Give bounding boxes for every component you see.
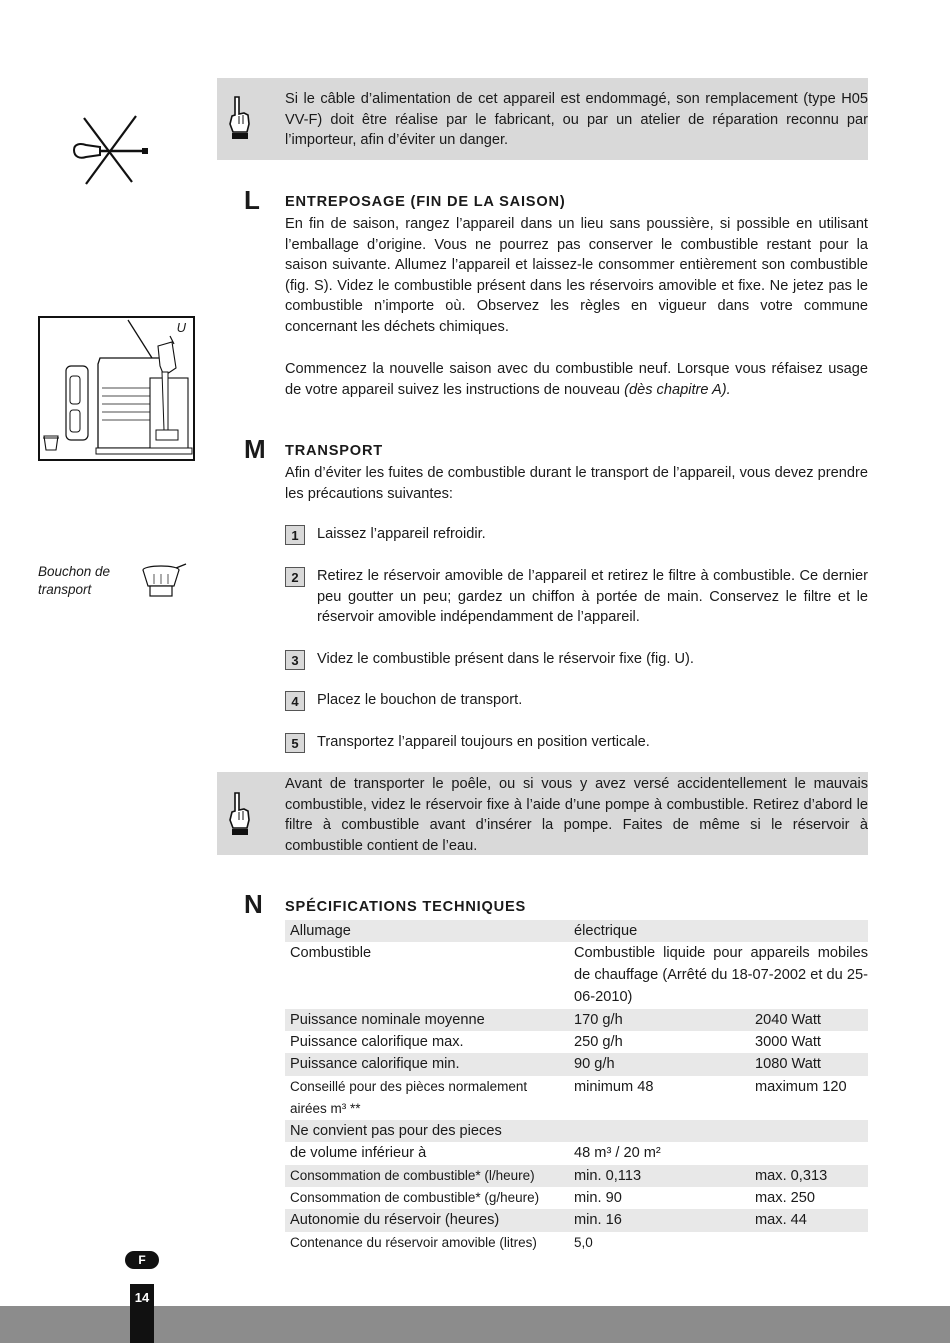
figure-u — [38, 316, 195, 461]
language-badge: F — [125, 1251, 159, 1269]
no-screwdriver-icon — [70, 112, 154, 186]
heater-drawing — [40, 318, 193, 459]
spec-row: Combustible Combustible liquide pour appareils mobiles de chauffage (Arrêté du 18-07-2002 et du 25-06-2010) — [290, 945, 868, 1005]
transport-cap-icon — [140, 562, 190, 600]
storage-paragraph-2: Commencez la nouvelle saison avec du combustible neuf. Lorsque vous réfaisez usage de votre appareil suivez les instructions de nouveau (dès chapitre A). — [285, 361, 868, 398]
pointing-hand-icon — [225, 94, 253, 142]
step-number-1: 1 — [285, 525, 305, 545]
step-text-4: Placez le bouchon de transport. — [317, 692, 523, 708]
transport-cap-caption: Bouchon de transport — [38, 564, 111, 597]
storage-paragraph-1: En fin de saison, rangez l’appareil dans un lieu sans poussière, si possible en utilisant l’emballage d’origine. Vous ne pourrez pas conserver le combustible restant pour la saison suivante. Allumez l’appareil et laissez-le consommer entièrement son combustible (fig. S). Videz le combustible présent dans les réservoirs amovible et fixe. Ne jetez pas le combustible n’importe où. Observez les règles en vigueur dans votre commune concernant les déchets chimiques. — [285, 216, 868, 335]
spec-row: Contenance du réservoir amovible (litres) 5,0 — [290, 1235, 593, 1250]
pointing-hand-icon — [225, 790, 253, 838]
step-number-3: 3 — [285, 650, 305, 670]
transport-intro: Afin d’éviter les fuites de combustible durant le transport de l’appareil, vous devez prendre les précautions suivantes: — [285, 465, 868, 502]
spec-row: Consommation de combustible* (l/heure) min. 0,113 max. 0,313 — [285, 1165, 868, 1187]
spec-row: Consommation de combustible* (g/heure) min. 90 max. 250 — [290, 1190, 816, 1206]
section-letter-l: L — [244, 185, 260, 215]
step-number-5: 5 — [285, 733, 305, 753]
step-number-2: 2 — [285, 567, 305, 587]
step-text-3: Videz le combustible présent dans le réservoir fixe (fig. U). — [317, 651, 694, 667]
warning-text-bottom: Avant de transporter le poêle, ou si vous y avez versé accidentellement le mauvais combustible, videz le réservoir fixe à l’aide d’une pompe à combustible. Retirez d’abord le filtre à combustible avant d’insérer la pompe. Faites de même si le réservoir à combustible contient de l’eau. — [285, 776, 868, 854]
section-heading-m: TRANSPORT — [285, 443, 384, 459]
section-letter-m: M — [244, 434, 266, 464]
spec-row: Conseillé pour des pièces normalement airées m³ ** minimum 48 maximum 120 — [290, 1079, 847, 1116]
page-number: 14 — [130, 1284, 154, 1343]
spec-row: Allumage électrique — [285, 920, 868, 942]
step-text-5: Transportez l’appareil toujours en position verticale. — [317, 734, 650, 750]
figure-label: U — [176, 320, 186, 335]
step-number-4: 4 — [285, 691, 305, 711]
spec-row: Puissance nominale moyenne 170 g/h 2040 Watt — [285, 1009, 868, 1031]
warning-note-bottom — [217, 772, 868, 855]
section-heading-l: ENTREPOSAGE (FIN DE LA SAISON) — [285, 194, 566, 210]
spec-row: de volume inférieur à 48 m³ / 20 m² — [290, 1145, 661, 1161]
spec-row: Puissance calorifique min. 90 g/h 1080 Watt — [285, 1053, 868, 1076]
step-text-1: Laissez l’appareil refroidir. — [317, 526, 486, 542]
spec-row: Ne convient pas pour des pieces — [285, 1120, 868, 1142]
section-heading-n: SPÉCIFICATIONS TECHNIQUES — [285, 899, 527, 915]
spec-row: Puissance calorifique max. 250 g/h 3000 Watt — [290, 1034, 821, 1050]
warning-text-top: Si le câble d’alimentation de cet appareil est endommagé, son remplacement (type H05 VV-F) doit être réalise par le fabricant, ou par un atelier de réparation reconnu par l’importeur, afin d’éviter un danger. — [285, 91, 868, 149]
section-letter-n: N — [244, 889, 263, 919]
spec-table — [285, 920, 868, 1254]
spec-row: Autonomie du réservoir (heures) min. 16 max. 44 — [285, 1209, 868, 1232]
warning-note-top — [217, 78, 868, 160]
step-text-2: Retirez le réservoir amovible de l’appareil et retirez le filtre à combustible. Ce dernier peu goutter un peu; gardez un chiffon à portée de main. Conservez le filtre et le réservoir amovible indépendamment de l’appareil. — [317, 568, 868, 626]
